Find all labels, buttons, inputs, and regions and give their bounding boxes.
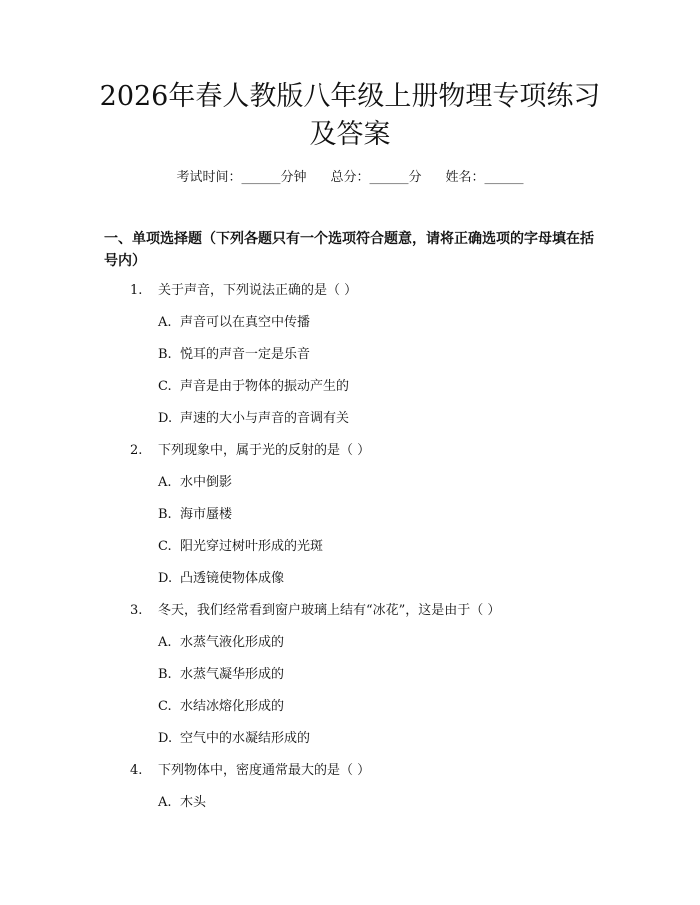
option-2d [158,570,284,588]
option-text: 木头 [180,795,207,810]
question-text: 关于声音，下列说法正确的是（ ） [158,283,358,298]
question-number: 4. [130,763,143,778]
page-title: 2026年春人教版八年级上册物理专项练习及答案 [99,81,601,150]
option-text: 水结冰熔化形成的 [180,699,285,714]
option-letter: D. [158,731,173,746]
question-text: 下列物体中，密度通常最大的是（ ） [158,763,371,778]
option-1c [158,378,349,396]
question-text: 下列现象中，属于光的反射的是（ ） [158,443,371,458]
option-letter: A. [158,315,172,330]
option-text: 阳光穿过树叶形成的光斑 [180,539,324,554]
option-1b [158,346,310,364]
option-letter: C. [158,539,172,554]
option-2a [158,474,232,492]
option-1d [158,410,349,428]
score-label: 总分： [330,170,370,185]
exam-info-line [0,168,700,188]
time-unit: 分钟 [280,170,307,185]
option-text: 悦耳的声音一定是乐音 [180,347,311,362]
option-2b [158,506,232,524]
name-label: 姓名： [445,170,485,185]
option-3a [158,634,284,652]
option-text: 空气中的水凝结形成的 [180,731,311,746]
option-text: 声音是由于物体的振动产生的 [180,379,350,394]
option-text: 声速的大小与声音的音调有关 [180,411,350,426]
option-letter: A. [158,475,172,490]
question-number: 1. [130,283,143,298]
option-letter: A. [158,635,172,650]
question-2 [130,442,370,460]
option-letter: B. [158,667,172,682]
option-letter: A. [158,795,172,810]
time-blank: ______ [241,170,281,185]
option-4a [158,794,206,812]
section-heading: 一、单项选择题（下列各题只有一个选项符合题意，请将正确选项的字母填在括号内） [104,231,594,269]
option-3c [158,698,284,716]
option-letter: C. [158,699,172,714]
question-3 [130,602,500,620]
question-1 [130,282,357,300]
option-letter: D. [158,411,173,426]
time-label: 考试时间： [176,170,242,185]
option-text: 水蒸气液化形成的 [180,635,285,650]
score-blank: ______ [369,170,409,185]
option-text: 水蒸气凝华形成的 [180,667,285,682]
option-letter: B. [158,507,172,522]
question-number: 3. [130,603,143,618]
score-unit: 分 [408,170,422,185]
option-1a [158,314,310,332]
option-3d [158,730,310,748]
question-number: 2. [130,443,143,458]
option-text: 凸透镜使物体成像 [180,571,285,586]
option-letter: B. [158,347,172,362]
option-letter: C. [158,379,172,394]
option-text: 水中倒影 [180,475,233,490]
option-text: 海市蜃楼 [180,507,233,522]
option-2c [158,538,323,556]
option-letter: D. [158,571,173,586]
option-3b [158,666,284,684]
question-4 [130,762,370,780]
name-blank: ______ [484,170,524,185]
question-text: 冬天，我们经常看到窗户玻璃上结有“冰花”，这是由于（ ） [158,603,501,618]
option-text: 声音可以在真空中传播 [180,315,311,330]
